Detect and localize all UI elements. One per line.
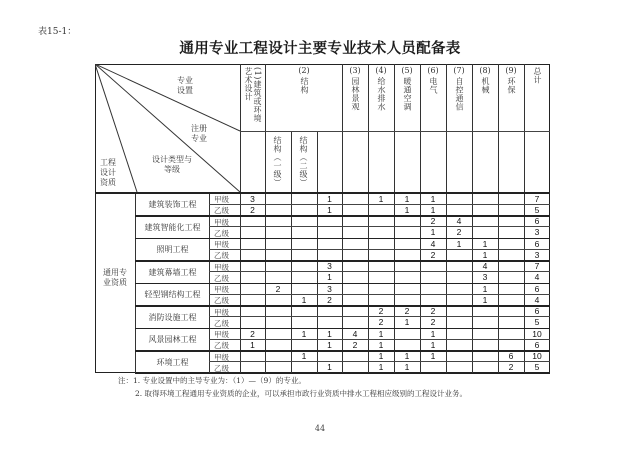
grade-label: 乙级 [214,273,229,283]
staff-count-cell: 1 [430,193,436,204]
staff-count-cell: 1 [301,294,307,305]
table-label: 表15-1： [38,27,77,37]
staff-count-cell [265,216,291,226]
grade-label: 甲级 [214,285,229,294]
total-cell: 6 [534,216,540,226]
staff-count-cell [240,317,265,327]
staff-count-cell: 1 [404,362,410,373]
staff-count-cell [446,351,472,361]
note-1: 注：1. 专业设置中的主导专业为：（1）—（9）的专业。 [118,376,306,385]
staff-count-cell [342,216,368,226]
staff-count-cell: 1 [378,193,384,204]
staff-count-cell [342,306,368,316]
design-type-label: 风景园林工程 [148,335,197,345]
staff-count-cell: 1 [301,351,307,361]
header-divider [240,131,550,132]
col-header-4-num: (4) [375,66,387,75]
staff-count-cell [342,295,368,305]
staff-count-cell: 1 [378,351,384,361]
staff-count-cell [446,194,472,204]
staff-count-cell: 1 [482,283,488,294]
staff-count-cell [240,261,265,271]
staff-count-cell: 2 [378,306,384,316]
staff-count-cell [317,216,342,226]
staff-count-cell [240,351,265,361]
staff-count-cell [240,295,265,305]
total-cell: 7 [534,261,540,271]
staff-count-cell [265,272,291,282]
staff-count-cell: 2 [430,317,436,328]
staff-count-cell [394,250,420,260]
staff-count-cell [446,317,472,327]
grade-label: 甲级 [214,240,229,249]
grade-label: 乙级 [214,228,229,238]
staff-count-cell [265,239,291,249]
col-header-6-num: (6) [427,66,439,75]
corner-design-type-grade: 设计类型与等级 [152,155,192,174]
staff-count-cell [291,272,317,282]
staff-count-cell [394,295,420,305]
design-type-label: 建筑智能化工程 [144,222,201,232]
staff-count-cell [420,295,446,305]
staff-count-cell: 1 [378,328,384,339]
staff-count-cell [291,205,317,215]
staff-count-cell [498,284,524,294]
staff-count-cell [394,227,420,237]
staff-count-cell: 1 [327,272,332,283]
staff-count-cell [291,250,317,260]
col-header-2-sub1: 结构（一级） [273,136,282,187]
staff-count-cell [420,284,446,294]
staff-count-cell [498,194,524,204]
total-cell: 5 [534,362,540,373]
staff-count-cell: 1 [456,238,462,249]
total-cell: 6 [534,238,540,249]
total-cell: 5 [534,204,540,215]
grade-label: 甲级 [214,330,229,339]
corner-specialty-setup: 专业设置 [177,76,193,95]
grade-label: 乙级 [214,341,229,351]
staff-count-cell [342,239,368,249]
staff-count-cell [368,205,394,215]
staff-count-cell: 2 [430,306,436,316]
staff-count-cell [472,317,498,327]
staff-count-cell: 6 [508,351,514,361]
total-cell: 7 [534,193,540,204]
staff-count-cell: 1 [327,362,332,373]
col-header-7-num: (7) [453,66,465,75]
staff-count-cell: 1 [482,249,488,260]
staff-count-cell: 4 [482,261,488,271]
page-title: 通用专业工程设计主要专业技术人员配备表 [179,41,461,57]
staff-count-cell [498,227,524,237]
staff-count-cell [446,340,472,350]
staff-count-cell [420,261,446,271]
staff-count-cell: 1 [404,351,410,361]
grade-label: 甲级 [214,217,229,227]
staff-count-cell [317,317,342,327]
staff-count-cell [342,351,368,361]
group-label: 通用专业资质 [103,268,127,287]
grade-label: 乙级 [214,296,229,306]
staff-count-cell [240,250,265,260]
staff-count-cell [342,227,368,237]
staff-count-cell [368,239,394,249]
staff-count-cell [291,227,317,237]
staff-count-cell [291,317,317,327]
grade-label: 甲级 [214,307,229,317]
staff-count-cell: 2 [352,339,358,350]
staff-count-cell [472,351,498,361]
staff-count-cell: 1 [378,362,384,373]
staff-count-cell [498,205,524,215]
staff-count-cell [265,340,291,350]
staff-count-cell [498,250,524,260]
staff-count-cell [342,284,368,294]
staff-count-cell [317,351,342,361]
staff-count-cell: 1 [378,339,384,350]
design-type-label: 环境工程 [156,357,189,367]
col-header-9-num: (9) [505,66,517,75]
total-cell: 6 [534,339,540,350]
staff-count-cell [446,329,472,339]
col-header-2-sub2: 结构（二级） [299,136,308,187]
col-header-8-label: 机械 [481,77,490,94]
staff-count-cell: 1 [327,339,332,350]
staff-count-cell: 3 [482,272,488,283]
staff-count-cell [291,306,317,316]
grade-label: 乙级 [214,251,229,261]
staff-count-cell [265,351,291,361]
staff-count-cell: 1 [430,328,436,339]
staff-count-cell [240,362,265,372]
staff-count-cell [368,295,394,305]
staff-count-cell: 4 [430,238,436,249]
grade-label: 乙级 [214,206,229,216]
staff-count-cell: 2 [456,227,462,238]
staff-count-cell [446,284,472,294]
total-cell: 4 [534,272,540,283]
grade-label: 甲级 [214,352,229,362]
staff-count-cell [472,194,498,204]
staff-count-cell [472,329,498,339]
page-number: 44 [314,424,326,433]
staff-count-cell: 1 [430,227,436,238]
total-cell: 10 [532,351,542,361]
staff-count-cell [240,227,265,237]
col-header-3-num: (3) [349,66,361,75]
staff-count-cell: 1 [482,238,488,249]
staff-count-cell [368,261,394,271]
col-header-8-num: (8) [479,66,491,75]
staff-count-cell [394,284,420,294]
total-cell: 3 [534,249,540,260]
staff-count-cell [291,261,317,271]
col-header-6-label: 电气 [429,77,438,94]
staff-count-cell [240,216,265,226]
staff-count-cell [265,362,291,372]
staff-count-cell: 1 [327,193,332,204]
staff-count-cell [498,295,524,305]
col-header-9-label: 环保 [507,77,516,94]
corner-registered-specialty: 注册专业 [191,124,207,143]
col-header-7-label: 自控通信 [455,77,464,111]
staff-count-cell: 1 [404,204,410,215]
staff-count-cell: 3 [327,283,332,294]
staff-count-cell: 2 [250,328,255,339]
col-header-5-num: (5) [401,66,413,75]
staff-count-cell [291,362,317,372]
staff-count-cell [265,261,291,271]
staff-count-cell [394,216,420,226]
staff-count-cell: 2 [508,362,514,373]
staff-count-cell: 2 [378,317,384,328]
note-2: 2. 取得环境工程通用专业资质的企业，可以承担市政行业资质中排水工程相应级别的工程设计业务。 [135,389,468,398]
staff-count-cell: 1 [250,339,255,350]
staff-count-cell [342,272,368,282]
staff-count-cell: 3 [327,261,332,271]
staff-count-cell [498,216,524,226]
staff-count-cell: 1 [430,351,436,361]
staff-count-cell [498,306,524,316]
row-divider [135,373,550,375]
staff-count-cell: 2 [327,294,332,305]
staff-count-cell: 3 [250,193,255,204]
total-cell: 5 [534,317,540,328]
staff-count-cell [446,250,472,260]
staff-count-cell [368,250,394,260]
design-type-label: 轻型钢结构工程 [144,290,201,300]
total-cell: 4 [534,294,540,305]
staff-count-cell [472,216,498,226]
staff-count-cell [265,295,291,305]
staff-count-cell [240,239,265,249]
staff-count-cell [240,272,265,282]
staff-count-cell [368,216,394,226]
staff-count-cell [472,362,498,372]
staff-count-cell [342,261,368,271]
staff-count-cell [291,340,317,350]
staff-count-cell [317,306,342,316]
staff-count-cell: 1 [301,328,307,339]
staff-count-cell [472,306,498,316]
col-header-2-label: 结构 [300,77,309,94]
staff-count-cell [394,261,420,271]
staff-count-cell [472,205,498,215]
staff-count-cell [498,272,524,282]
staff-count-cell [317,250,342,260]
staff-count-cell [446,362,472,372]
staff-count-cell [291,284,317,294]
staff-count-cell: 2 [404,306,410,316]
staff-count-cell [265,306,291,316]
staff-count-cell [240,306,265,316]
col-header-4-label: 给水排水 [377,77,386,111]
staff-count-cell [472,227,498,237]
design-type-label: 建筑幕墙工程 [148,267,197,277]
staff-count-cell: 4 [352,328,358,339]
staff-count-cell [472,340,498,350]
grade-label: 甲级 [214,262,229,272]
staff-count-cell [291,194,317,204]
staff-count-cell [498,340,524,350]
staff-count-cell [394,272,420,282]
design-type-label: 消防设施工程 [148,312,197,322]
staff-count-cell [342,362,368,372]
staff-count-cell [394,239,420,249]
staff-count-cell [446,205,472,215]
staff-count-cell: 4 [456,216,462,226]
staff-count-cell [240,284,265,294]
staff-count-cell [394,340,420,350]
total-cell: 6 [534,283,540,294]
staff-count-cell [420,362,446,372]
col-header-total: 总计 [533,67,542,84]
staff-count-cell [420,272,446,282]
staff-count-cell [446,295,472,305]
total-cell: 3 [534,227,540,238]
total-cell: 10 [532,328,542,339]
staff-count-cell [342,317,368,327]
staff-count-cell: 2 [430,216,436,226]
total-cell: 6 [534,306,540,316]
staff-count-cell: 2 [430,249,436,260]
staff-count-cell [342,250,368,260]
col-header-2-num: (2) [298,66,310,75]
staff-count-cell [446,306,472,316]
staff-count-cell [265,194,291,204]
staff-count-cell [291,239,317,249]
design-type-label: 照明工程 [156,245,189,255]
staff-count-cell: 2 [250,204,255,215]
staff-count-cell [368,284,394,294]
staff-count-cell: 1 [430,204,436,215]
staff-count-cell [265,227,291,237]
staff-count-cell [265,317,291,327]
staff-count-cell: 1 [404,317,410,328]
staff-count-cell: 1 [430,339,436,350]
staff-count-cell [446,261,472,271]
staff-count-cell [498,317,524,327]
staff-count-cell [317,227,342,237]
staff-count-cell [265,250,291,260]
grade-label: 乙级 [214,363,229,373]
staff-count-cell [342,194,368,204]
staff-count-cell: 1 [327,204,332,215]
design-type-label: 建筑装饰工程 [148,200,197,210]
staff-count-cell [317,239,342,249]
staff-count-cell [265,329,291,339]
staff-count-cell [265,205,291,215]
staff-count-cell: 1 [327,328,332,339]
staff-count-cell [368,227,394,237]
staff-count-cell [342,205,368,215]
grade-label: 甲级 [214,195,229,204]
staff-count-cell: 1 [482,294,488,305]
staff-count-cell [498,261,524,271]
staff-count-cell: 1 [404,193,410,204]
grade-label: 乙级 [214,318,229,328]
staff-count-cell [446,272,472,282]
col-header-3-label: 园林景观 [351,77,360,111]
staff-count-cell [498,329,524,339]
staff-count-cell [498,239,524,249]
col-header-1: (1)建筑或环境艺术设计 [244,67,262,123]
staff-count-cell [291,216,317,226]
staff-count-cell [368,272,394,282]
corner-qualification: 工程设计资质 [100,158,116,187]
staff-count-cell [394,329,420,339]
col-header-5-label: 暖通空调 [403,77,412,111]
staff-count-cell: 2 [275,283,281,294]
